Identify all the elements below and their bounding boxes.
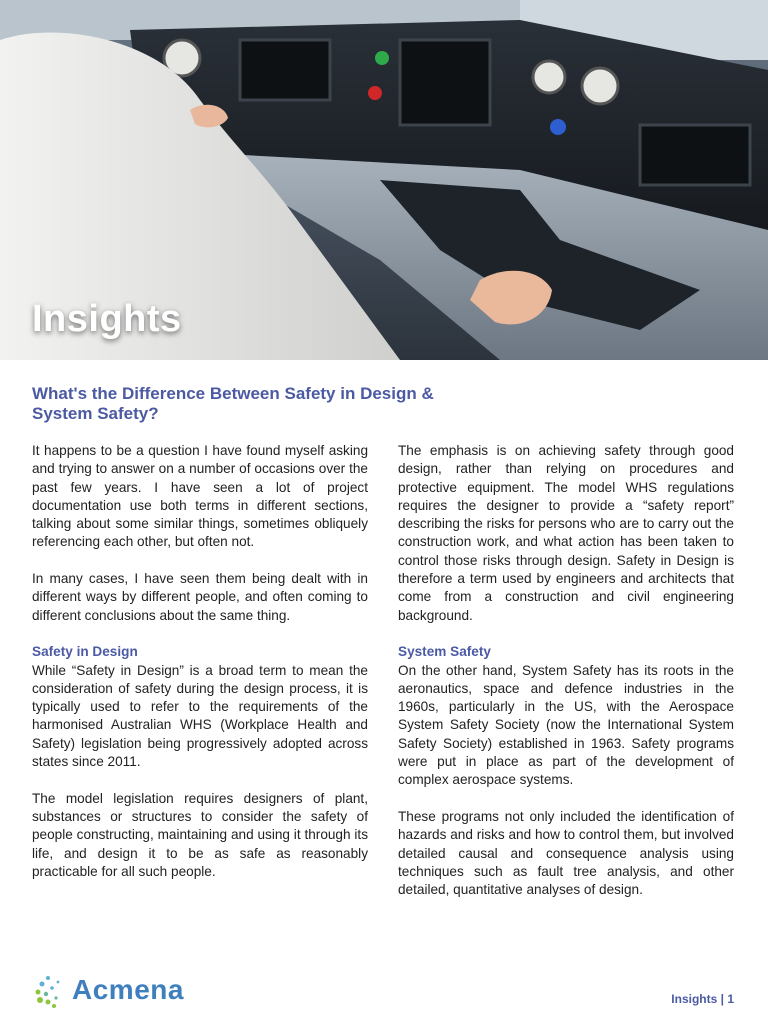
paragraph: It happens to be a question I have found myself asking and trying to answer on a number of occasions over the past few years. I have seen a lot of project documentation use both terms in different sections, talking about some similar things, sometimes obliquely referencing each other, but often not. (32, 443, 368, 550)
paragraph: While “Safety in Design” is a broad term to mean the consideration of safety during the design process, it is typically used to refer to the requirements of the harmonised Australian WHS (Workplace Health and Safety) legislation being progressively adopted across states since 2011. (32, 662, 368, 770)
paragraph: The model legislation requires designers of plant, substances or structures to consider the safety of people constructing, maintaining and using it through its life, and design it to be as safe as reasonably practicable for all such people. (32, 790, 368, 879)
left-column (32, 442, 368, 899)
logo-mark-icon (32, 970, 72, 1010)
article-headline (32, 384, 512, 424)
hero-title: Insights (32, 298, 182, 340)
page-footer-label: Insights | 1 (671, 992, 734, 1006)
headline-line-1: What's the Difference Between Safety in Design & (32, 384, 434, 403)
right-column (398, 442, 734, 918)
subheading-system-safety: System Safety (398, 644, 491, 660)
subheading-safety-in-design: Safety in Design (32, 644, 138, 660)
hero-image (0, 0, 768, 360)
paragraph: These programs not only included the identification of hazards and risks and how to control them, but involved detailed causal and consequence analysis using techniques such as fault tree analysis, and other detailed, quantitative analyses of design. (398, 808, 734, 898)
logo-wordmark: Acmena (72, 974, 184, 1005)
paragraph: In many cases, I have seen them being dealt with in different ways by different people, and often coming to different conclusions about the same thing. (32, 571, 368, 623)
paragraph: The emphasis is on achieving safety through good design, rather than relying on procedures and protective equipment. The model WHS regulations requires the designer to provide a “safety report” describing the risks for persons who are to carry out the construction work, and what action has been taken to control those risks through design. Safety in Design is therefore a term used by engineers and architects that come from a construction and civil engineering background. (398, 443, 734, 623)
headline-line-2: System Safety? (32, 404, 159, 423)
acmena-logo (32, 970, 202, 1010)
paragraph: On the other hand, System Safety has its roots in the aeronautics, space and defence industries in the 1960s, particularly in the US, with the Aerospace System Safety Society (now the International System Safety Society) established in 1963. Safety programs were put in place as part of the development of complex aerospace systems. (398, 662, 734, 788)
